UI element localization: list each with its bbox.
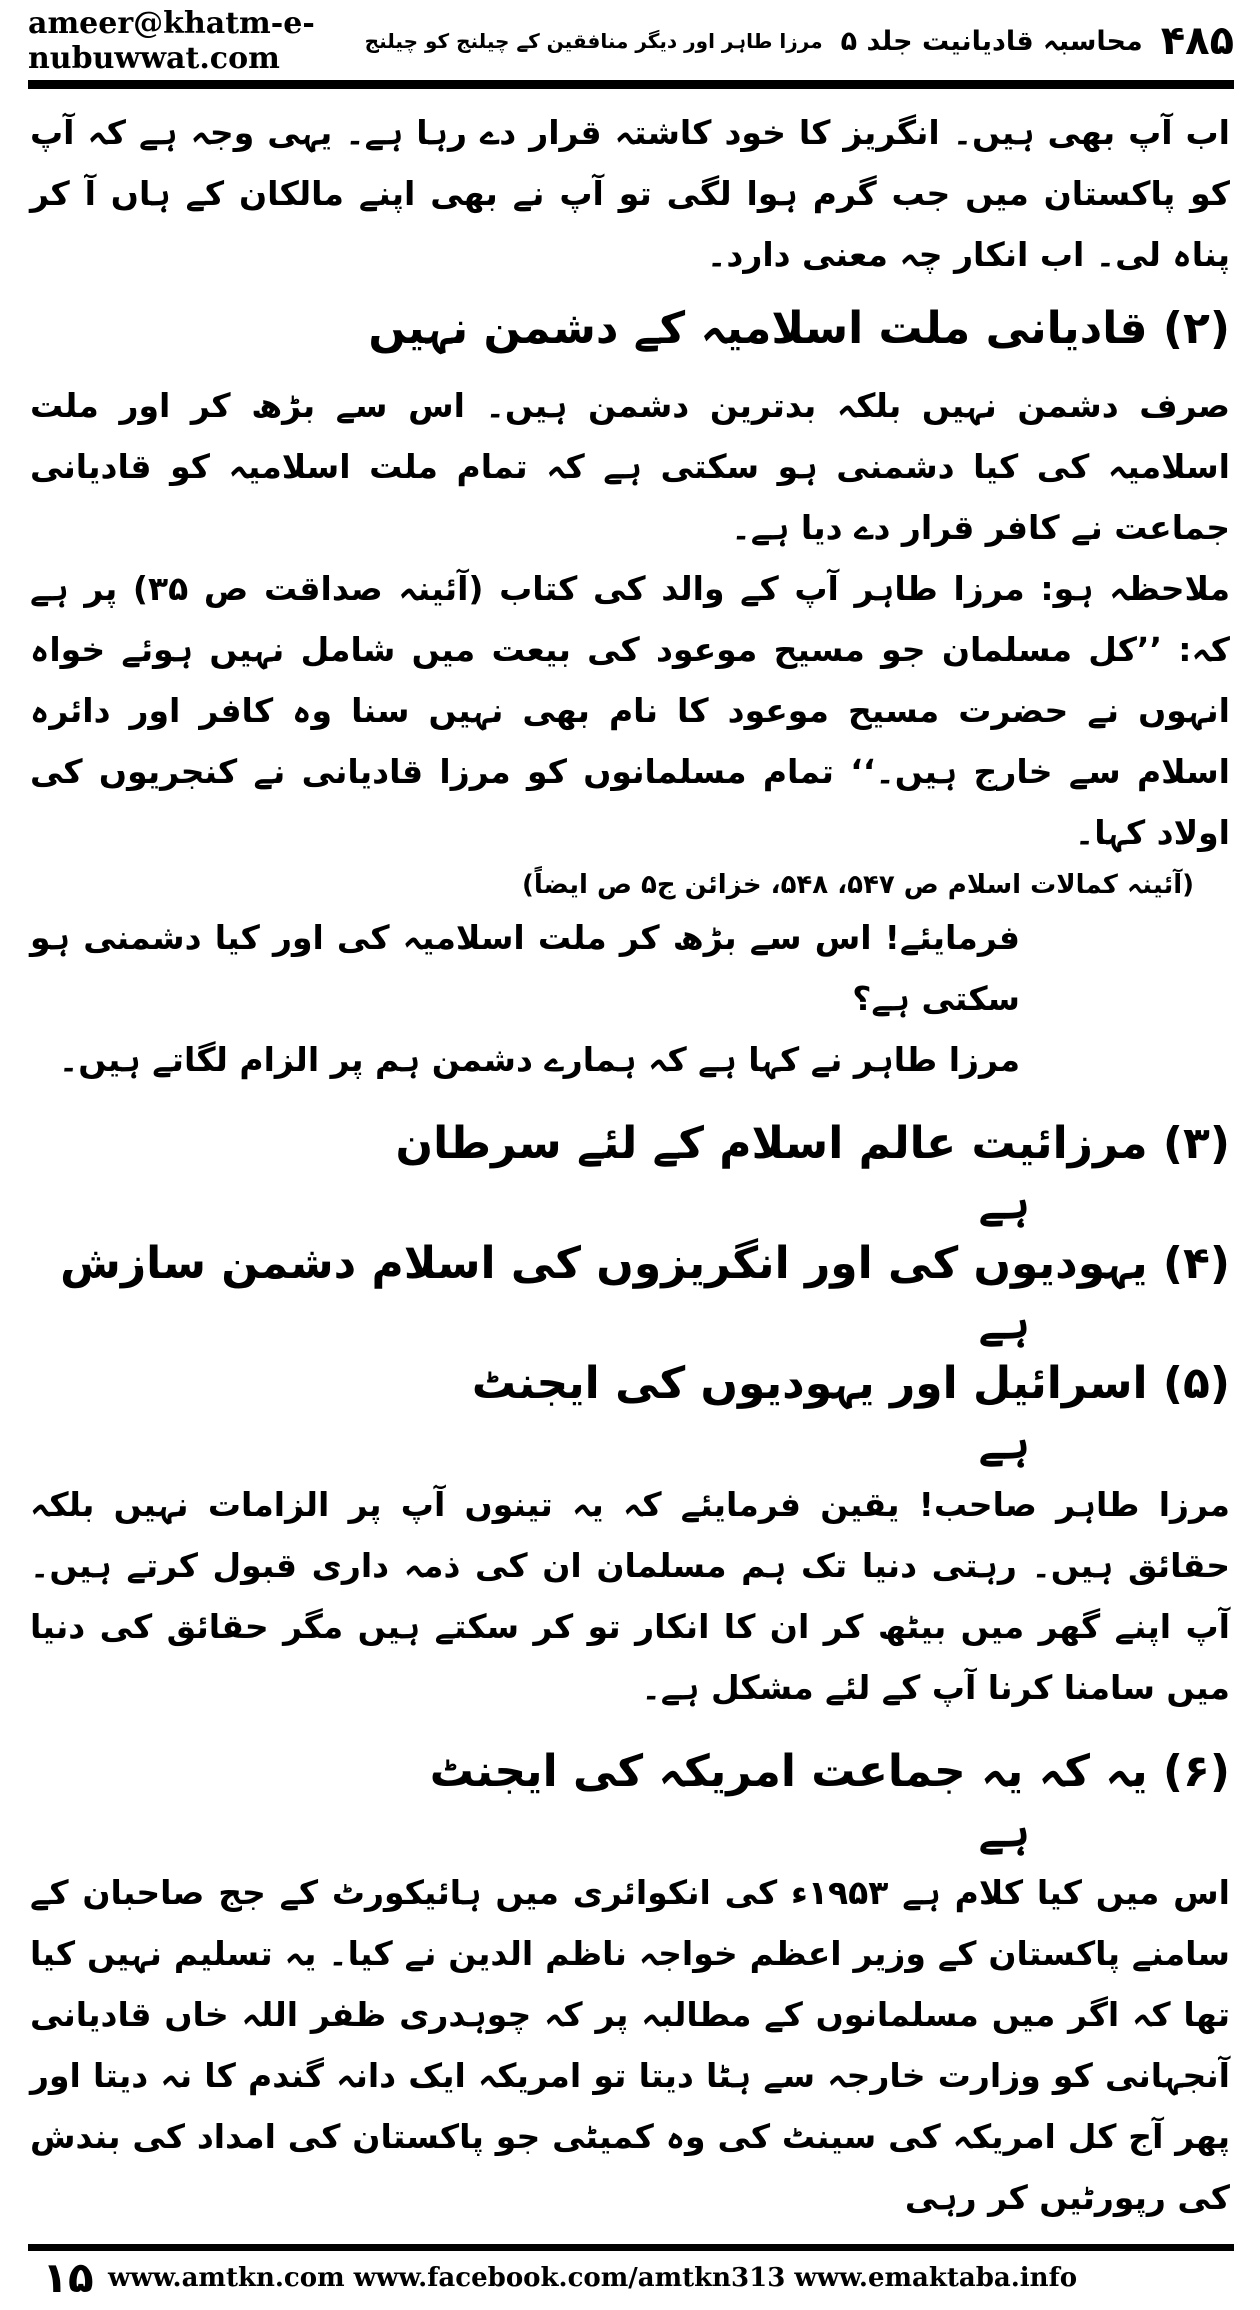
heading-section-6-cont: ہے bbox=[978, 1806, 1030, 1857]
heading-section-4-cont: ہے bbox=[978, 1298, 1030, 1349]
page-footer bbox=[28, 2244, 1234, 2304]
heading-section-5-cont: ہے bbox=[978, 1418, 1030, 1469]
footer-page-number: ۱۵ bbox=[42, 2253, 94, 2302]
paragraph-2a: صرف دشمن نہیں بلکہ بدترین دشمن ہیں۔ اس سے بڑھ کر اور ملت اسلامیہ کی کیا دشمنی ہو سکتی ہے کہ تمام ملت اسلامیہ کو قادیانی جماعت نے کافر قرار دے دیا ہے۔ bbox=[30, 386, 1230, 547]
heading-section-2: (۲) قادیانی ملت اسلامیہ کے دشمن نہیں bbox=[368, 303, 1230, 354]
header-page-number: ۴۸۵ bbox=[1160, 18, 1234, 64]
heading-section-6: (۶) یہ کہ یہ جماعت امریکہ کی ایجنٹ bbox=[429, 1746, 1230, 1797]
quote-line-b: مرزا طاہر نے کہا ہے کہ ہمارے دشمن ہم پر الزام لگاتے ہیں۔ bbox=[58, 1040, 1020, 1079]
footer-rule bbox=[28, 2244, 1234, 2251]
header-rule bbox=[28, 80, 1234, 89]
heading-section-3-cont: ہے bbox=[978, 1178, 1030, 1229]
paragraph-2b: ملاحظہ ہو: مرزا طاہر آپ کے والد کی کتاب (آئینہ صداقت ص ۳۵) پر ہے کہ: ’’کل مسلمان جو مسیح موعود کی بیعت میں شامل نہیں ہوئے خواہ انہوں نے حضرت مسیح موعود کا نام بھی نہیں سنا وہ کافر اور دائرہ اسلام سے خارج ہیں۔‘‘ تمام مسلمانوں کو مرزا قادیانی نے کنجریوں کی اولاد کہا۔ bbox=[30, 569, 1230, 852]
header-title-group bbox=[365, 18, 1234, 64]
footer-links: www.amtkn.com www.facebook.com/amtkn313 www.emaktaba.info bbox=[108, 2262, 1078, 2293]
page-header bbox=[28, 6, 1234, 76]
heading-section-4: (۴) یہودیوں کی اور انگریزوں کی اسلام دشمن سازش bbox=[60, 1238, 1230, 1289]
page-body bbox=[30, 102, 1230, 2242]
header-chapter-title: مرزا طاہر اور دیگر منافقین کے چیلنج کو چیلنج bbox=[364, 29, 823, 53]
heading-section-5: (۵) اسرائیل اور یہودیوں کی ایجنٹ bbox=[471, 1358, 1230, 1409]
reference-citation: (آئینہ کمالات اسلام ص ۵۴۷، ۵۴۸، خزائن ج۵ ص ایضاً) bbox=[521, 870, 1194, 900]
header-book-title: محاسبہ قادیانیت جلد ۵ bbox=[840, 25, 1143, 57]
intro-paragraph: اب آپ بھی ہیں۔ انگریز کا خود کاشتہ قرار دے رہا ہے۔ یہی وجہ ہے کہ آپ کو پاکستان میں جب گرم ہوا لگی تو آپ نے بھی اپنے مالکان کے ہاں آ کر پناہ لی۔ اب انکار چہ معنی دارد۔ bbox=[30, 113, 1230, 274]
paragraph-5: مرزا طاہر صاحب! یقین فرمایئے کہ یہ تینوں آپ پر الزامات نہیں بلکہ حقائق ہیں۔ رہتی دنیا تک ہم مسلمان ان کی ذمہ داری قبول کرتے ہیں۔ آپ اپنے گھر میں بیٹھ کر ان کا انکار تو کر سکتے ہیں مگر حقائق کی دنیا میں سامنا کرنا آپ کے لئے مشکل ہے۔ bbox=[30, 1485, 1230, 1707]
heading-section-3: (۳) مرزائیت عالم اسلام کے لئے سرطان bbox=[395, 1118, 1230, 1169]
paragraph-6: اس میں کیا کلام ہے ۱۹۵۳ء کی انکوائری میں ہائیکورٹ کے جج صاحبان کے سامنے پاکستان کے وزیر اعظم خواجہ ناظم الدین نے کیا۔ یہ تسلیم نہیں کیا تھا کہ اگر میں مسلمانوں کے مطالبہ پر کہ چوہدری ظفر اللہ خاں قادیانی آنجہانی کو وزارت خارجہ سے ہٹا دیتا تو امریکہ ایک دانہ گندم کا نہ دیتا اور پھر آج کل امریکہ کی سینٹ کی وہ کمیٹی جو پاکستان کی امداد کی بندش کی رپورٹیں کر رہی bbox=[30, 1873, 1230, 2217]
header-email: ameer@khatm-e-nubuwwat.com bbox=[28, 6, 315, 76]
quote-line-a: فرمایئے! اس سے بڑھ کر ملت اسلامیہ کی اور کیا دشمنی ہو سکتی ہے؟ bbox=[30, 918, 1020, 1018]
